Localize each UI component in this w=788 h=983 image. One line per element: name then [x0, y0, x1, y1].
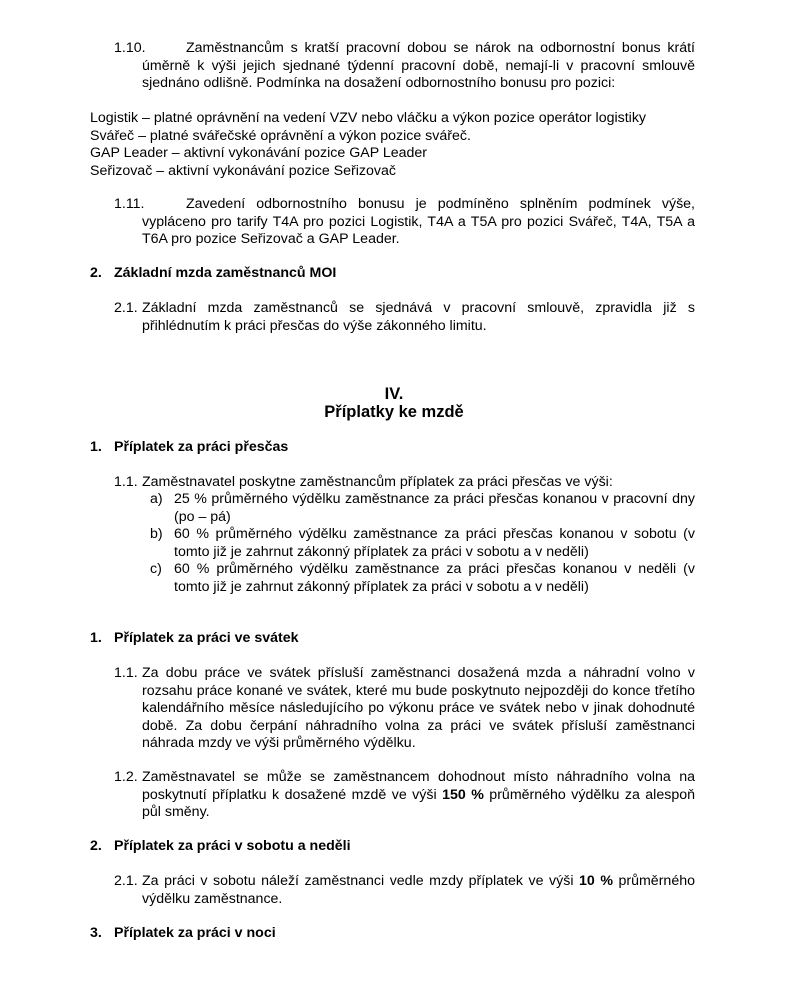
list-item-text: 25 % průměrného výdělku zaměstnance za práci přesčas konanou v pracovní dny (po – pá) [174, 491, 695, 525]
list-item-text: 60 % průměrného výdělku zaměstnance za práci přesčas konanou v neděli (v tomto již je zahrnut zákonný příplatek za práci v sobotu a v neděli) [174, 561, 695, 595]
emphasized-value: 10 % [579, 873, 613, 889]
clause-text-part: průměrného výdělku za alespoň půl směny. [142, 786, 695, 820]
section-title: Příplatek za práci ve svátek [114, 630, 299, 646]
position-requirement: Seřizovač – aktivní vykonávání pozice Seřizovač [90, 162, 396, 179]
position-requirements-list [90, 110, 646, 180]
position-requirement: Logistik – platné oprávnění na vedení VZV nebo vláčku a výkon pozice operátor logistiky [90, 110, 647, 126]
clause-text: Základní mzda zaměstnanců se sjednává v pracovní smlouvě, zpravidla již s přihlédnutím k práci přesčas do výše zákonného limitu. [142, 300, 695, 334]
clause-text: Za dobu práce ve svátek přísluší zaměstnanci dosažená mzda a náhradní volno v rozsahu práce konané ve svátek, které mu bude poskytnuto nejpozději do konce třetího kalendářního měsíce následujícího po výkonu práce ve svátek nebo v jinak dohodnuté době. Za dobu čerpání náhradního volna za práci ve svátek přísluší zaměstnanci náhrada mzdy ve výši průměrného výdělku. [142, 665, 695, 751]
section-title: Základní mzda zaměstnanců MOI [114, 265, 337, 281]
clause-number: 1.11. [114, 196, 145, 212]
position-requirement: GAP Leader – aktivní vykonávání pozice GAP Leader [90, 145, 428, 161]
clause-text-part: Zaměstnavatel se může se zaměstnancem dohodnout místo náhradního volna na poskytnutí příplatku k dosažené mzdě ve výši [142, 769, 695, 803]
clause-text [142, 769, 695, 822]
list-item-label: b) [150, 526, 163, 542]
list-item-text: 60 % průměrného výdělku zaměstnance za práci přesčas konanou v sobotu (v tomto již je zahrnut zákonný příplatek za práci v sobotu a v neděli) [174, 526, 695, 560]
emphasized-value: 150 % [442, 786, 484, 803]
clause-text-part: Za práci v sobotu náleží zaměstnanci vedle mzdy příplatek ve výši [142, 873, 580, 889]
clause-number: 1.1. [114, 665, 138, 681]
section-heading [90, 265, 102, 283]
clause-text [142, 873, 695, 908]
position-requirement: Svářeč – platné svářečské oprávnění a výkon pozice svářeč. [90, 127, 471, 144]
clause-text: Zaměstnancům s kratší pracovní dobou se nárok na odbornostní bonus krátí úměrně k výši jejich sjednané týdenní pracovní době, nemají-li v pracovní smlouvě sjednáno odlišně. Podmínka na dosažení odbornostního bonusu pro pozici: [142, 40, 695, 91]
clause-text: Zavedení odbornostního bonusu je podmíněno splněním podmínek výše, vypláceno pro tarify T4A pro pozici Logistik, T4A a T5A pro pozici Svářeč, T4A, T5A a T6A pro pozice Seřizovač a GAP Leader. [142, 196, 695, 247]
clause-text: Zaměstnavatel poskytne zaměstnancům příplatek za práci přesčas ve výši: [142, 474, 613, 490]
section-number: 3. [90, 925, 102, 941]
section-number: 1. [90, 439, 102, 455]
section-number: 1. [90, 630, 102, 646]
clause-number: 1.10. [114, 40, 146, 56]
section-title: Příplatek za práci v sobotu a neděli [114, 838, 351, 854]
clause-number: 1.1. [114, 474, 138, 490]
section-number: 2. [90, 265, 102, 281]
clause-text-part: průměrného výdělku zaměstnance. [142, 873, 695, 907]
chapter-title: Příplatky ke mzdě [324, 403, 464, 421]
section-title: Příplatek za práci v noci [114, 925, 276, 941]
clause-number: 2.1. [114, 300, 138, 316]
list-item-label: c) [150, 561, 162, 577]
chapter-number: IV. [384, 385, 404, 403]
section-title: Příplatek za práci přesčas [114, 439, 289, 455]
clause-number: 1.2. [114, 769, 138, 785]
list-item-label: a) [150, 491, 163, 507]
clause-number: 2.1. [114, 873, 138, 889]
section-number: 2. [90, 838, 102, 854]
